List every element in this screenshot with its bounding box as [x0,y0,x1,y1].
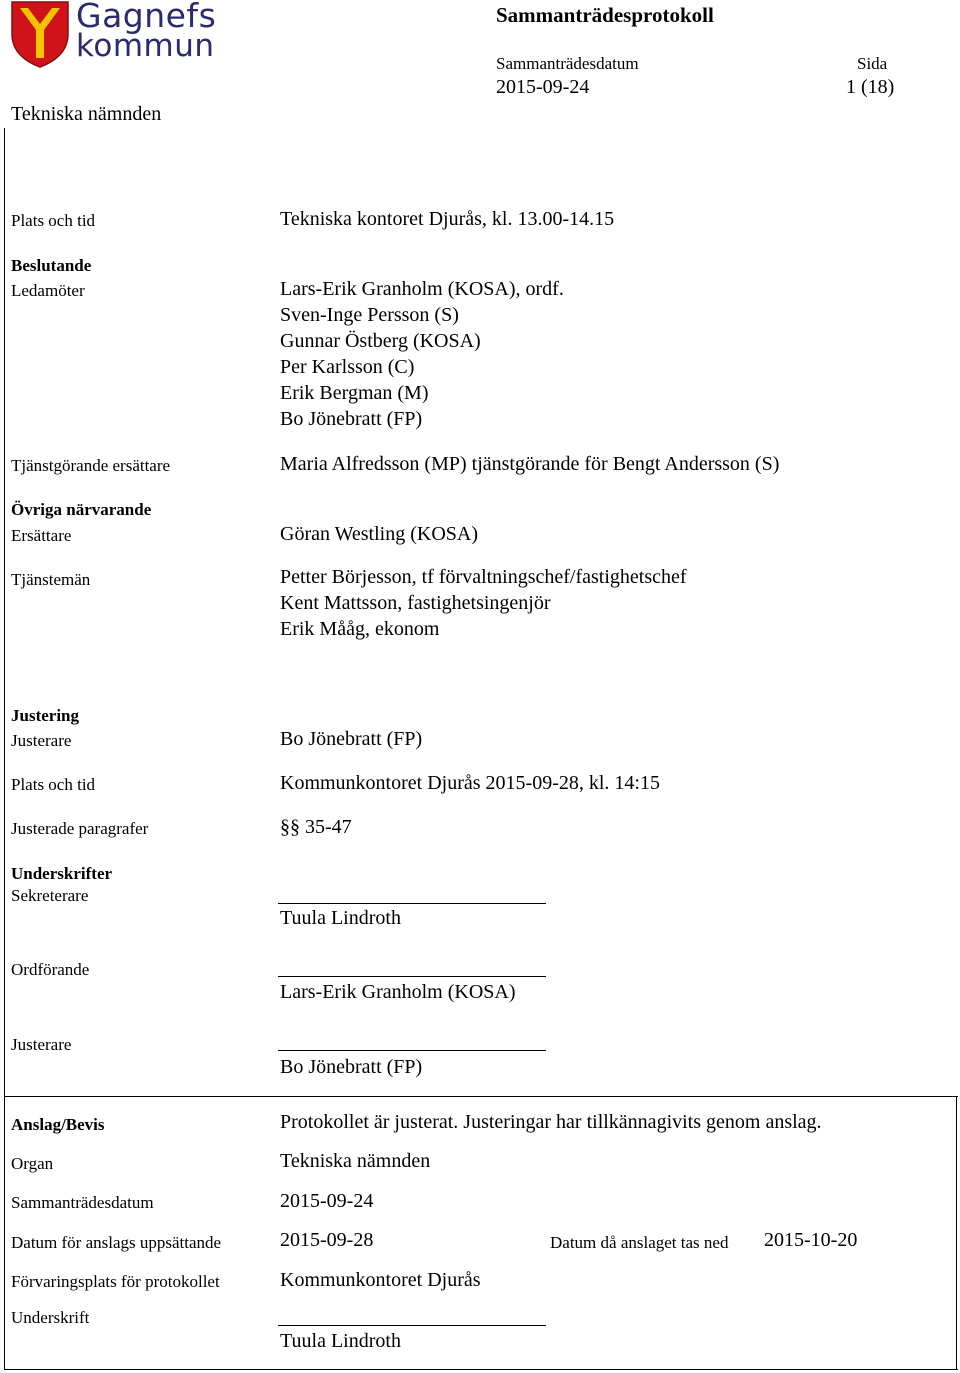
storage-value: Kommunkontoret Djurås [280,1269,481,1291]
member-item: Erik Bergman (M) [280,382,429,404]
substitutes-label: Tjänstgörande ersättare [11,456,171,475]
notice-heading: Anslag/Bevis [11,1115,105,1134]
bottom-border [4,1369,958,1370]
alternates-label: Ersättare [11,526,72,545]
alternates-value: Göran Westling (KOSA) [280,523,478,545]
right-border-bottom [956,1096,957,1370]
place-time-label: Plats och tid [11,211,96,230]
official-item: Petter Börjesson, tf förvaltningschef/fastighetschef [280,566,687,588]
signature-adjuster-label: Justerare [11,1035,72,1054]
member-item: Sven-Inge Persson (S) [280,304,459,326]
logo-text-gagnefs: Gagnefs [76,0,217,35]
chair-label: Ordförande [11,960,90,979]
meeting-date-label: Sammanträdesdatum [496,54,639,73]
adjuster-label: Justerare [11,731,72,750]
member-item: Per Karlsson (C) [280,356,415,378]
paragraphs-label: Justerade paragrafer [11,819,149,838]
notice-meeting-date-label: Sammanträdesdatum [11,1193,154,1212]
official-item: Kent Mattsson, fastighetsingenjör [280,592,551,614]
logo-text-kommun: kommun [76,28,215,64]
signature-adjuster-name: Bo Jönebratt (FP) [280,1056,423,1078]
notice-statement: Protokollet är justerat. Justeringar har tillkännagivits genom anslag. [280,1111,822,1133]
page-number: 1 (18) [846,76,895,98]
notice-signature-label: Underskrift [11,1308,90,1327]
signatures-heading: Underskrifter [11,864,113,883]
coat-of-arms-icon [10,0,70,68]
place-time-value: Tekniska kontoret Djurås, kl. 13.00-14.15 [280,208,615,230]
deciding-heading: Beslutande [11,256,92,275]
removed-date-label: Datum då anslaget tas ned [550,1233,729,1252]
adjustment-place-value: Kommunkontoret Djurås 2015-09-28, kl. 14:15 [280,772,660,794]
adjustment-heading: Justering [11,706,79,725]
adjustment-place-label: Plats och tid [11,775,96,794]
officials-label: Tjänstemän [11,570,91,589]
left-border [4,128,5,1370]
adjuster-signature-line [278,1050,546,1051]
chair-name: Lars-Erik Granholm (KOSA) [280,981,516,1003]
official-item: Erik Mååg, ekonom [280,618,440,640]
meeting-date-value: 2015-09-24 [496,76,590,98]
committee-name: Tekniska nämnden [11,103,162,125]
notice-signature-line [278,1325,546,1326]
organ-label: Organ [11,1154,54,1173]
secretary-label: Sekreterare [11,886,89,905]
members-label: Ledamöter [11,281,85,300]
storage-label: Förvaringsplats för protokollet [11,1272,220,1291]
document-type: Sammanträdesprotokoll [496,3,714,27]
organ-value: Tekniska nämnden [280,1150,431,1172]
substitutes-value: Maria Alfredsson (MP) tjänstgörande för Bengt Andersson (S) [280,453,780,475]
member-item: Gunnar Östberg (KOSA) [280,330,481,352]
others-heading: Övriga närvarande [11,500,152,519]
notice-signature-name: Tuula Lindroth [280,1330,401,1352]
secretary-name: Tuula Lindroth [280,907,401,929]
removed-date-value: 2015-10-20 [764,1229,858,1251]
notice-divider [4,1096,958,1097]
adjuster-value: Bo Jönebratt (FP) [280,728,423,750]
secretary-signature-line [278,903,546,904]
chair-signature-line [278,976,546,977]
page-label: Sida [857,54,888,73]
member-item: Lars-Erik Granholm (KOSA), ordf. [280,278,564,300]
posted-date-value: 2015-09-28 [280,1229,374,1251]
member-item: Bo Jönebratt (FP) [280,408,423,430]
paragraphs-value: §§ 35-47 [280,816,352,838]
notice-meeting-date-value: 2015-09-24 [280,1190,374,1212]
posted-date-label: Datum för anslags uppsättande [11,1233,222,1252]
